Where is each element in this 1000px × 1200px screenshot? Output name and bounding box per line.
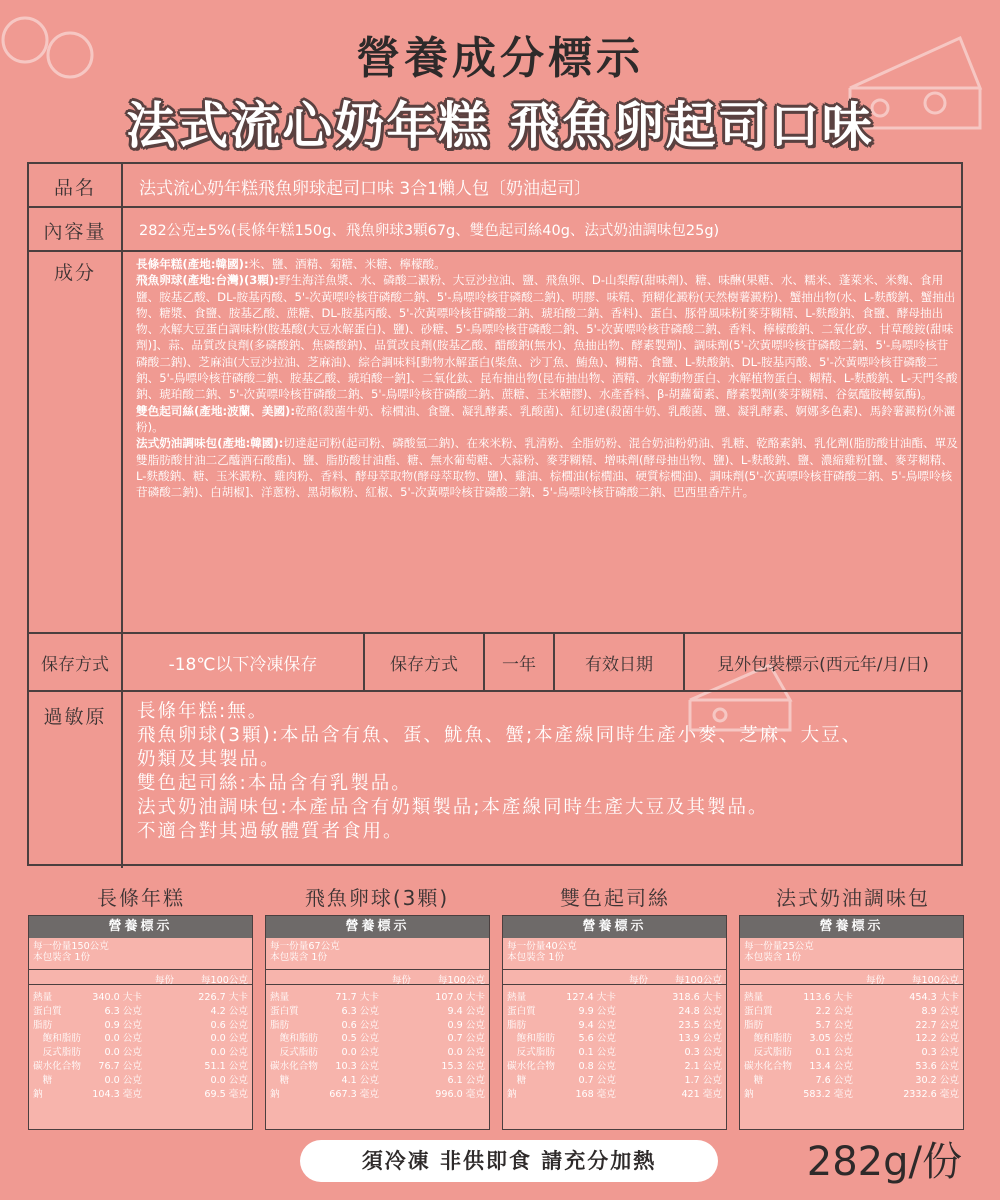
nutrient-per-serving: 9.9 公克 xyxy=(578,1005,616,1017)
allergen-line: 飛魚卵球(3顆):本品含有魚、蛋、魷魚、蟹;本產線同時生產小麥、芝麻、大豆、 xyxy=(137,725,863,746)
nutrient-label: 反式脂肪 xyxy=(33,1047,81,1059)
name-value: 法式流心奶年糕飛魚卵球起司口味 3合1懶人包〔奶油起司〕 xyxy=(139,179,592,199)
nutrient-label: 鈉 xyxy=(744,1088,754,1100)
ingredient-title: 雙色起司絲(產地:波蘭、美國): xyxy=(136,403,295,418)
nutrient-per-100g: 12.2 公克 xyxy=(915,1033,959,1045)
nutrient-per-serving: 0.0 公克 xyxy=(104,1074,142,1086)
nutrition-rows xyxy=(503,985,726,1099)
nutrient-label: 脂肪 xyxy=(744,1019,764,1031)
nutrition-column-title: 長條年糕 xyxy=(97,886,185,910)
nutrient-label: 碳水化合物 xyxy=(744,1060,792,1072)
servings-per-pack: 本包裝含 1份 xyxy=(33,952,91,963)
nutrient-per-100g: 0.7 公克 xyxy=(447,1033,485,1045)
allergen-line: 長條年糕:無。 xyxy=(137,701,269,722)
nutrient-per-serving: 3.05 公克 xyxy=(809,1033,853,1045)
nutrient-per-100g: 454.3 大卡 xyxy=(909,992,959,1003)
nutrient-per-serving: 0.1 公克 xyxy=(578,1047,616,1059)
serving-size: 每一份量25公克 xyxy=(744,941,814,952)
ingredient-text: 切達起司粉(起司粉、磷酸氫二鈉)、在來米粉、乳清粉、全脂奶粉、混合奶油粉奶油、乳糖、乾酪素鈉、乳化劑(脂肪酸甘油酯、單及雙脂肪酸甘油二乙醯酒石酸酯)、鹽、脂肪酸甘油酯、糖、無水葡萄糖、大蒜粉、麥芽糊精、增味劑(酵母抽出物、鹽)、L-麩酸鈉、鹽、濃縮雞粉[鹽、麥芽糊精、L-麩酸鈉、糖、玉米澱粉、雞肉粉、香料、酵母萃取物(酵母萃取物、鹽)、雞油、棕櫚油(棕櫚油、硬質棕櫚油)、調味劑(5'-次黃嘌呤核苷磷酸二鈉、5'-鳥嘌呤核苷磷酸二鈉)、白胡椒]、洋蔥粉、黑胡椒粉、紅椒、5'-次黃嘌呤核苷磷酸二鈉、5'-鳥嘌呤核苷磷酸二鈉、巴西里香芹片。 xyxy=(136,436,958,500)
nutrient-label: 熱量 xyxy=(507,992,527,1003)
storage-row xyxy=(29,634,961,692)
nutrition-table xyxy=(28,915,253,1130)
nutrition-columns xyxy=(29,970,252,985)
nutrition-row xyxy=(740,1044,963,1058)
serving-size: 每一份量67公克 xyxy=(270,941,340,952)
name-row xyxy=(29,164,961,208)
nutrient-label: 反式脂肪 xyxy=(270,1047,318,1059)
nutrition-row xyxy=(503,1030,726,1044)
nutrition-row xyxy=(740,1086,963,1100)
nutrition-row xyxy=(503,1072,726,1086)
expiry-label: 有效日期 xyxy=(555,634,685,690)
nutrient-per-serving: 583.2 毫克 xyxy=(803,1088,853,1100)
nutrient-per-serving: 76.7 公克 xyxy=(98,1060,142,1072)
nutrient-per-serving: 4.1 公克 xyxy=(341,1074,379,1086)
nutrition-row xyxy=(266,1030,489,1044)
nutrient-label: 鈉 xyxy=(33,1088,43,1100)
nutrient-per-100g: 2.1 公克 xyxy=(684,1060,722,1072)
storage-value: -18℃以下冷凍保存 xyxy=(123,634,365,690)
nutrient-per-100g: 13.9 公克 xyxy=(678,1033,722,1045)
nutrient-per-serving: 127.4 大卡 xyxy=(566,992,616,1003)
per-serving-header: 每份 xyxy=(154,975,174,986)
frozen-notice-badge: 須冷凍 非供即食 請充分加熱 xyxy=(300,1140,718,1182)
ingredients-row xyxy=(29,252,961,634)
per-100g-header: 每100公克 xyxy=(674,975,722,986)
nutrition-row xyxy=(740,1072,963,1086)
allergen-text xyxy=(137,700,862,844)
nutrient-label: 碳水化合物 xyxy=(270,1060,318,1072)
per-100g-header: 每100公克 xyxy=(437,975,485,986)
nutrient-label: 飽和脂肪 xyxy=(270,1033,318,1045)
per-serving-header: 每份 xyxy=(865,975,885,986)
nutrition-row xyxy=(266,1072,489,1086)
ingredients-text xyxy=(136,256,958,500)
nutrition-row xyxy=(503,989,726,1003)
nutrient-label: 飽和脂肪 xyxy=(744,1033,792,1045)
ingredient-text: 乾酪(殺菌牛奶、棕櫚油、食鹽、凝乳酵素、乳酸菌)、紅切達(殺菌牛奶、乳酸菌、鹽、凝乳酵素、婀娜多色素)、馬鈴薯澱粉(外灑粉)。 xyxy=(136,403,956,434)
nutrient-per-serving: 667.3 毫克 xyxy=(329,1088,379,1100)
nutrient-per-serving: 7.6 公克 xyxy=(815,1074,853,1086)
nutrition-row xyxy=(266,1086,489,1100)
nutrient-per-serving: 0.6 公克 xyxy=(341,1019,379,1031)
nutrition-heading: 營養標示 xyxy=(29,916,252,938)
nutrient-per-100g: 15.3 公克 xyxy=(441,1060,485,1072)
content-value: 282公克±5%(長條年糕150g、飛魚卵球3顆67g、雙色起司絲40g、法式奶油調味包25g) xyxy=(139,223,720,239)
nutrition-row xyxy=(740,1058,963,1072)
servings-per-pack: 本包裝含 1份 xyxy=(507,952,565,963)
nutrient-per-100g: 22.7 公克 xyxy=(915,1019,959,1031)
nutrient-per-serving: 6.3 公克 xyxy=(341,1005,379,1017)
product-title: 法式流心奶年糕 飛魚卵起司口味 xyxy=(126,97,874,155)
ingredient-title: 長條年糕(產地:韓國): xyxy=(136,257,249,271)
nutrition-row xyxy=(740,1017,963,1031)
nutrient-label: 脂肪 xyxy=(270,1019,290,1031)
nutrient-per-serving: 71.7 大卡 xyxy=(335,992,379,1003)
ingredients-label: 成分 xyxy=(29,252,123,632)
nutrient-per-100g: 4.2 公克 xyxy=(210,1005,248,1017)
storage-period: 一年 xyxy=(485,634,555,690)
nutrition-heading: 營養標示 xyxy=(266,916,489,938)
content-label: 內容量 xyxy=(29,208,123,250)
nutrition-columns xyxy=(266,970,489,985)
nutrient-per-100g: 69.5 毫克 xyxy=(204,1088,248,1100)
nutrition-row xyxy=(29,1058,252,1072)
nutrition-row xyxy=(266,989,489,1003)
allergen-line: 不適合對其過敏體質者食用。 xyxy=(137,821,404,842)
nutrient-per-100g: 0.0 公克 xyxy=(210,1074,248,1086)
allergen-row xyxy=(29,692,961,868)
nutrition-columns xyxy=(740,970,963,985)
nutrient-label: 糖 xyxy=(270,1074,290,1086)
nutrient-per-100g: 0.6 公克 xyxy=(210,1019,248,1031)
nutrient-per-100g: 2332.6 毫克 xyxy=(903,1088,959,1100)
nutrition-rows xyxy=(29,985,252,1099)
content-row xyxy=(29,208,961,252)
nutrient-per-serving: 0.5 公克 xyxy=(341,1033,379,1045)
nutrient-label: 蛋白質 xyxy=(744,1005,773,1017)
nutrition-rows xyxy=(266,985,489,1099)
nutrient-label: 糖 xyxy=(33,1074,53,1086)
nutrient-label: 飽和脂肪 xyxy=(33,1033,81,1045)
nutrient-per-serving: 0.1 公克 xyxy=(815,1047,853,1059)
nutrient-label: 熱量 xyxy=(744,992,764,1003)
nutrition-row xyxy=(740,1003,963,1017)
nutrient-per-serving: 5.7 公克 xyxy=(815,1019,853,1031)
nutrient-label: 糖 xyxy=(744,1074,764,1086)
nutrient-per-100g: 24.8 公克 xyxy=(678,1005,722,1017)
nutrient-label: 碳水化合物 xyxy=(33,1060,81,1072)
nutrition-row xyxy=(503,1017,726,1031)
nutrient-per-serving: 0.0 公克 xyxy=(104,1033,142,1045)
nutrient-label: 脂肪 xyxy=(507,1019,527,1031)
nutrient-per-100g: 226.7 大卡 xyxy=(198,992,248,1003)
serving-info xyxy=(266,938,489,970)
nutrient-per-serving: 0.9 公克 xyxy=(104,1019,142,1031)
serving-size: 每一份量40公克 xyxy=(507,941,577,952)
nutrient-label: 蛋白質 xyxy=(507,1005,536,1017)
net-weight-label: 282g/份 xyxy=(806,1139,962,1185)
nutrient-per-serving: 6.3 公克 xyxy=(104,1005,142,1017)
nutrition-row xyxy=(29,1017,252,1031)
nutrient-per-100g: 8.9 公克 xyxy=(921,1005,959,1017)
nutrition-row xyxy=(740,1030,963,1044)
nutrient-label: 反式脂肪 xyxy=(744,1047,792,1059)
nutrient-per-100g: 421 毫克 xyxy=(681,1088,722,1100)
nutrient-per-100g: 0.0 公克 xyxy=(210,1033,248,1045)
serving-info xyxy=(740,938,963,970)
nutrition-row xyxy=(29,1072,252,1086)
nutrient-per-serving: 13.4 公克 xyxy=(809,1060,853,1072)
per-serving-header: 每份 xyxy=(628,975,648,986)
serving-size: 每一份量150公克 xyxy=(33,941,109,952)
nutrition-rows xyxy=(740,985,963,1099)
nutrition-table xyxy=(502,915,727,1130)
nutrition-row xyxy=(266,1017,489,1031)
nutrition-row xyxy=(503,1003,726,1017)
nutrient-label: 碳水化合物 xyxy=(507,1060,555,1072)
allergen-label: 過敏原 xyxy=(29,692,123,868)
nutrient-label: 反式脂肪 xyxy=(507,1047,555,1059)
nutrient-per-serving: 0.7 公克 xyxy=(578,1074,616,1086)
nutrient-per-serving: 9.4 公克 xyxy=(578,1019,616,1031)
nutrient-per-serving: 10.3 公克 xyxy=(335,1060,379,1072)
nutrition-row xyxy=(266,1058,489,1072)
nutrition-table xyxy=(739,915,964,1130)
nutrient-label: 熱量 xyxy=(270,992,290,1003)
nutrient-label: 脂肪 xyxy=(33,1019,53,1031)
nutrient-per-100g: 23.5 公克 xyxy=(678,1019,722,1031)
nutrition-table xyxy=(265,915,490,1130)
nutrient-per-100g: 0.0 公克 xyxy=(210,1047,248,1059)
nutrition-column-title: 法式奶油調味包 xyxy=(776,886,930,910)
allergen-line: 雙色起司絲:本品含有乳製品。 xyxy=(137,773,412,794)
nutrient-per-100g: 0.0 公克 xyxy=(447,1047,485,1059)
nutrient-per-serving: 168 毫克 xyxy=(575,1088,616,1100)
servings-per-pack: 本包裝含 1份 xyxy=(744,952,802,963)
name-label: 品名 xyxy=(29,164,123,206)
expiry-value: 見外包裝標示(西元年/月/日) xyxy=(717,654,929,675)
nutrient-label: 鈉 xyxy=(507,1088,517,1100)
nutrition-heading: 營養標示 xyxy=(503,916,726,938)
nutrition-columns xyxy=(503,970,726,985)
nutrient-per-100g: 996.0 毫克 xyxy=(435,1088,485,1100)
nutrition-row xyxy=(29,1030,252,1044)
nutrient-per-100g: 9.4 公克 xyxy=(447,1005,485,1017)
nutrient-per-100g: 1.7 公克 xyxy=(684,1074,722,1086)
allergen-line: 法式奶油調味包:本產品含有奶類製品;本產線同時生產大豆及其製品。 xyxy=(137,797,769,818)
nutrient-per-serving: 0.0 公克 xyxy=(104,1047,142,1059)
nutrient-per-serving: 113.6 大卡 xyxy=(803,992,853,1003)
nutrition-row xyxy=(29,989,252,1003)
nutrient-per-100g: 318.6 大卡 xyxy=(672,992,722,1003)
nutrient-label: 飽和脂肪 xyxy=(507,1033,555,1045)
nutrition-row xyxy=(740,989,963,1003)
nutrient-label: 糖 xyxy=(507,1074,527,1086)
per-serving-header: 每份 xyxy=(391,975,411,986)
ingredient-text: 野生海洋魚漿、水、磷酸二澱粉、大豆沙拉油、鹽、飛魚卵、D-山梨醇(甜味劑)、糖、味醂(果糖、水、糯米、蓬萊米、米麴、食用鹽、胺基乙酸、DL-胺基丙酸、5'-次黃嘌呤核苷磷酸二鈉、5'-鳥嘌呤核苷磷酸二鈉)、明膠、味精、預糊化澱粉(天然樹薯澱粉)、蟹抽出物(水、L-麩酸鈉、蟹抽出物、糖漿、食鹽、胺基乙酸、蔗糖、DL-胺基丙酸、5'-次黃嘌呤核苷磷酸二鈉、琥珀酸二鈉、香料)、蛋白、豚骨風味粉[麥芽糊精、L-麩酸鈉、食鹽、酵母抽出物、水解大豆蛋白調味粉(胺基酸(大豆水解蛋白)、鹽)、砂糖、5'-鳥嘌呤核苷磷酸二鈉、5'-次黃嘌呤核苷磷酸二鈉、香料、檸檬酸鈉、二氧化矽、甘草酸銨(甜味劑)]、蒜、品質改良劑(多磷酸鈉、焦磷酸鈉)、品質改良劑(胺基乙酸、醋酸鈉(無水)、魚抽出物、酵素製劑)、調味劑(5'-次黃嘌呤核苷磷酸二鈉、5'-鳥嘌呤核苷磷酸二鈉)、芝麻油(大豆沙拉油、芝麻油)、綜合調味料[動物水解蛋白(柴魚、沙丁魚、鮪魚)、糊精、食鹽、L-麩酸鈉、DL-胺基丙酸、5'-次黃嘌呤核苷磷酸二鈉、5'-鳥嘌呤核苷磷酸二鈉、胺基乙酸、琥珀酸一鈉]、二氧化鈦、昆布抽出物(昆布抽出物、酒精、水解動物蛋白、水解植物蛋白、糊精、L-麩酸鈉、L-天門冬酸鈉、琥珀酸二鈉、5'-次黃嘌呤核苷磷酸二鈉、5'-鳥嘌呤核苷磷酸二鈉、蔗糖、玉米糖膠)、水產香料、β-胡蘿蔔素、酵素製劑(麥芽糊精、谷氨醯胺轉氨酶)。 xyxy=(136,273,958,402)
nutrition-row xyxy=(266,1044,489,1058)
per-100g-header: 每100公克 xyxy=(200,975,248,986)
nutrient-per-100g: 30.2 公克 xyxy=(915,1074,959,1086)
nutrient-label: 鈉 xyxy=(270,1088,280,1100)
serving-info xyxy=(29,938,252,970)
nutrient-per-serving: 0.8 公克 xyxy=(578,1060,616,1072)
nutrient-label: 蛋白質 xyxy=(270,1005,299,1017)
nutrient-per-100g: 0.9 公克 xyxy=(447,1019,485,1031)
product-info-table xyxy=(27,162,963,866)
storage-label: 保存方式 xyxy=(29,634,123,690)
nutrient-per-100g: 51.1 公克 xyxy=(204,1060,248,1072)
nutrient-per-serving: 0.0 公克 xyxy=(341,1047,379,1059)
per-100g-header: 每100公克 xyxy=(911,975,959,986)
nutrition-column-title: 飛魚卵球(3顆) xyxy=(304,886,450,910)
ingredient-title: 飛魚卵球(產地:台灣)(3顆): xyxy=(136,273,279,288)
ingredient-title: 法式奶油調味包(產地:韓國): xyxy=(136,436,284,451)
nutrient-label: 熱量 xyxy=(33,992,53,1003)
nutrient-per-100g: 0.3 公克 xyxy=(921,1047,959,1059)
nutrition-column-title: 雙色起司絲 xyxy=(560,886,670,910)
nutrient-per-100g: 107.0 大卡 xyxy=(435,992,485,1003)
serving-info xyxy=(503,938,726,970)
ingredient-text: 米、鹽、酒精、菊糖、米糖、檸檬酸。 xyxy=(248,257,446,271)
nutrition-row xyxy=(29,1044,252,1058)
nutrition-row xyxy=(29,1086,252,1100)
allergen-line: 奶類及其製品。 xyxy=(137,749,281,770)
nutrient-per-serving: 104.3 毫克 xyxy=(92,1088,142,1100)
nutrition-row xyxy=(266,1003,489,1017)
nutrient-per-100g: 0.3 公克 xyxy=(684,1047,722,1059)
nutrition-row xyxy=(503,1058,726,1072)
servings-per-pack: 本包裝含 1份 xyxy=(270,952,328,963)
nutrition-heading: 營養標示 xyxy=(740,916,963,938)
nutrient-per-serving: 340.0 大卡 xyxy=(92,992,142,1003)
nutrient-label: 蛋白質 xyxy=(33,1005,62,1017)
nutrition-row xyxy=(503,1044,726,1058)
nutrient-per-serving: 5.6 公克 xyxy=(578,1033,616,1045)
nutrition-row xyxy=(29,1003,252,1017)
page-title: 營養成分標示 xyxy=(356,33,644,84)
storage-label-2: 保存方式 xyxy=(365,634,485,690)
nutrient-per-100g: 53.6 公克 xyxy=(915,1060,959,1072)
nutrient-per-100g: 6.1 公克 xyxy=(447,1074,485,1086)
nutrient-per-serving: 2.2 公克 xyxy=(815,1005,853,1017)
nutrition-row xyxy=(503,1086,726,1100)
